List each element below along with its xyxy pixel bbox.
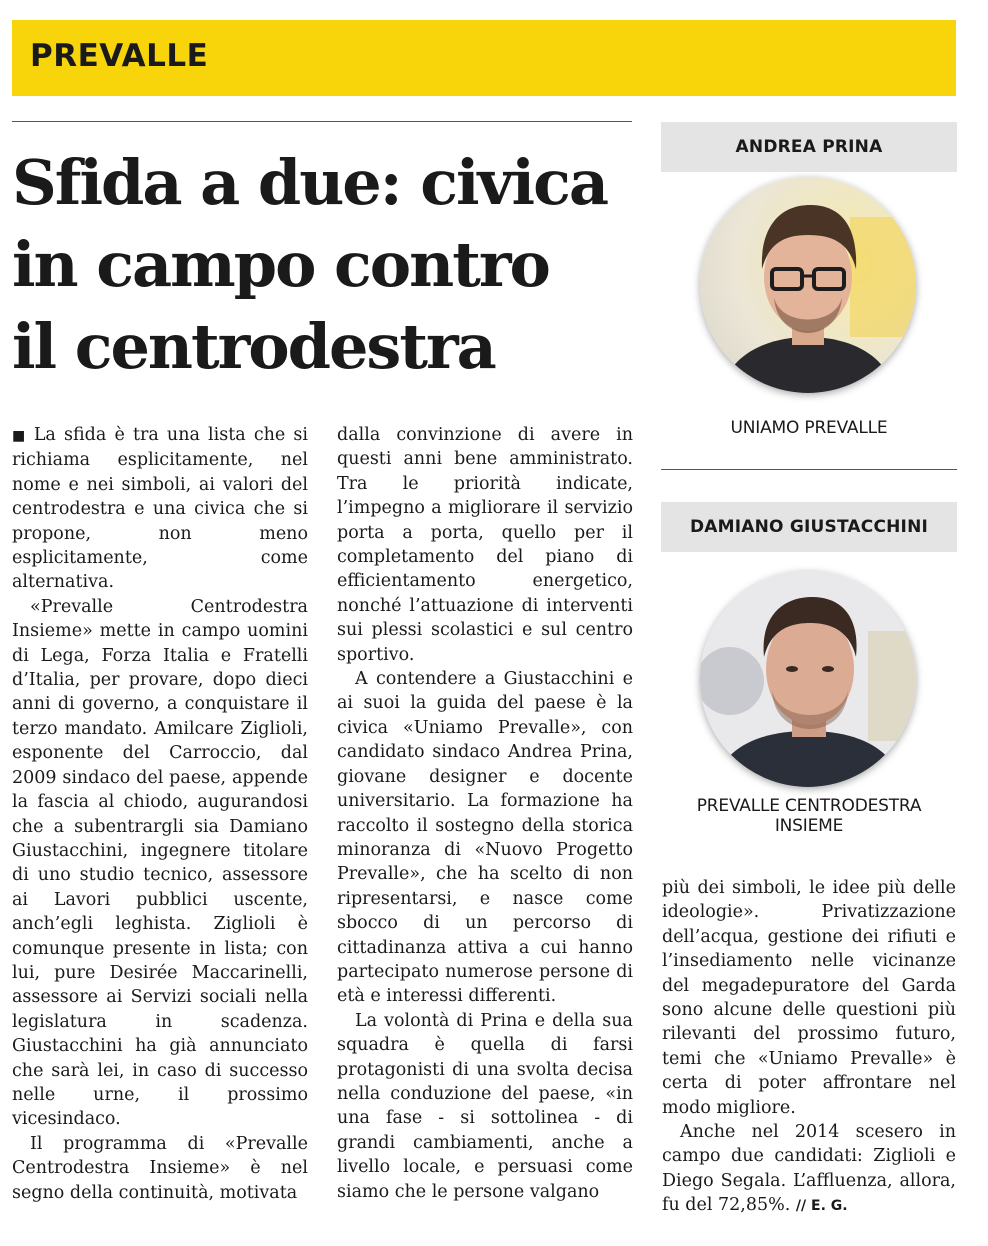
headline-line-3: il centrodestra [12,310,495,383]
paragraph-5-start: La volontà di Prina e della sua squadra è quella di farsi protagonisti di una svolta decisa nella conduzione del paese, «in una fase - si sottolinea - di grandi cambiamenti, anche a livello locale, e persuasi come siamo che le persone valgano [337,1010,633,1202]
portrait-damiano-giustacchini-icon [700,571,916,787]
paragraph-3-start: Il programma di «Prevalle Centrodestra Insieme» è nel segno della continuità, motivata [12,1133,308,1203]
headline-line-1: Sfida a due: civica [12,146,608,219]
candidate-2-list: PREVALLE CENTRODESTRA INSIEME [696,796,922,836]
bullet-icon: ■ [12,428,28,444]
candidate-1-name-box [661,122,957,172]
paragraph-6: Anche nel 2014 scesero in campo due candidati: Ziglioli e Diego Segala. L’affluenza, allora, fu del 72,85%. // E. G. [662,1122,956,1216]
section-header-bar [12,20,956,96]
sidebar-divider [661,469,957,470]
article-column-2 [337,423,633,1204]
paragraph-1: ■ La sfida è tra una lista che si richiama esplicitamente, nel nome e nei simboli, ai valori del centrodestra e una civica che si propone, non meno esplicitamente, come alternativa. [12,425,308,593]
paragraph-3-end: dalla convinzione di avere in questi anni bene amministrato. Tra le priorità indicate, l’impegno a migliorare il servizio porta a porta, quello per il completamento del piano di efficientamento energetico, nonché l’attuazione di interventi sui plessi scolastici e sul centro sportivo. [337,425,633,665]
candidate-2-name: DAMIANO GIUSTACCHINI [689,517,929,537]
portrait-andrea-prina-icon [700,177,916,393]
candidate-1-name: ANDREA PRINA [735,137,883,157]
headline-line-2: in campo contro [12,228,549,301]
author-signature: // E. G. [795,1198,848,1215]
candidate-1-list: UNIAMO PREVALLE [730,418,888,438]
headline [12,142,632,388]
section-label: PREVALLE [30,38,209,74]
candidate-2-name-box [661,502,957,552]
article-column-3 [662,876,956,1219]
headline-top-rule [12,121,632,122]
paragraph-4: A contendere a Giustacchini e ai suoi la guida del paese è la civica «Uniamo Prevalle», con candidato sindaco Andrea Prina, giovane designer e docente universitario. La formazione ha raccolto il sostegno della storica minoranza di «Nuovo Progetto Prevalle», che ha scelto di non ripresentarsi, e nasce come sbocco di un percorso di cittadinanza attiva a cui hanno partecipato numerose persone di età e interessi differenti. [337,669,633,1007]
article-column-1 [12,423,308,1205]
paragraph-2: «Prevalle Centrodestra Insieme» mette in campo uomini di Lega, Forza Italia e Fratelli d’Italia, per provare, dopo dieci anni di governo, a conquistare il terzo mandato. Amilcare Ziglioli, esponente del Carroccio, dal 2009 sindaco del paese, appende la fascia al chiodo, augurandosi che a subentrargli sia Damiano Giustacchini, ingegnere titolare di uno studio tecnico, assessore ai Lavori pubblici uscente, anch’egli leghista. Ziglioli è comunque presente in lista; con lui, pure Desirée Maccarinelli, assessore ai Servizi sociali nella legislatura in scadenza. Giustacchini ha già annunciato che sarà lei, in caso di successo nelle urne, il prossimo vicesindaco. [12,596,308,1130]
paragraph-5-end: più dei simboli, le idee più delle ideologie». Privatizzazione dell’acqua, gestione dei rifiuti e l’insediamento nelle vicinanze del megadepuratore del Garda sono alcune delle questioni più rilevanti del prossimo futuro, temi che «Uniamo Prevalle» è certa di poter affrontare nel modo migliore. [662,878,956,1118]
